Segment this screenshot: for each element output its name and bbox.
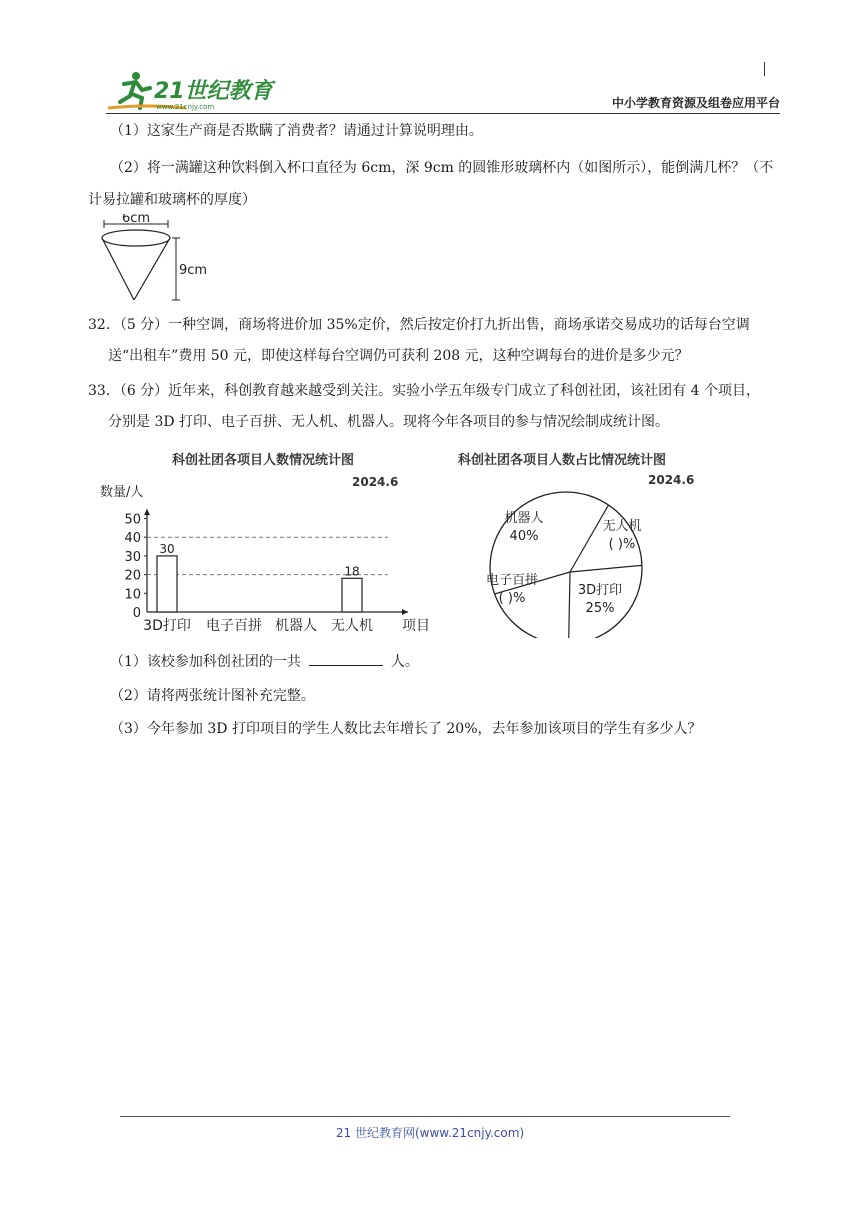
q31-part2-line1: （2）将一满罐这种饮料倒入杯口直径为 6cm，深 9cm 的圆锥形玻璃杯内（如图所示），能倒满几杯？（不 (110, 160, 774, 176)
bar-category-label: 电子百拼 (206, 618, 262, 634)
pie-chart (452, 446, 732, 638)
bar-mark (342, 578, 362, 612)
logo-url: www.21cnjy.com (156, 103, 215, 111)
pie-slice-label: 无人机 (602, 519, 642, 534)
q31-part1: （1）这家生产商是否欺瞒了消费者？请通过计算说明理由。 (110, 123, 483, 139)
q33-sub1 (110, 651, 419, 672)
answer-blank[interactable] (309, 651, 383, 666)
bar-ytick-50: 50 (124, 512, 141, 528)
bar-chart-ylabel: 数量/人 (100, 485, 144, 500)
q31-part2-line2: 计易拉罐和玻璃杯的厚度） (88, 192, 256, 208)
bar-x-arrow (402, 609, 408, 615)
header-divider (106, 113, 780, 114)
bar-category-label: 机器人 (275, 618, 317, 634)
bar-category-label: 3D打印 (143, 618, 191, 634)
pie-slice-label: 电子百拼 (485, 573, 539, 588)
pie-chart-title: 科创社团各项目人数占比情况统计图 (458, 453, 667, 468)
pie-slice-value: 40% (509, 529, 539, 544)
cone-figure (96, 214, 216, 306)
bar-mark (157, 556, 177, 612)
q33-sub1-text: （1）该校参加科创社团的一共 (110, 654, 301, 670)
pie-slice-label: 3D打印 (577, 583, 623, 598)
bar-chart-xlabel: 项目 (402, 618, 430, 634)
q32-line2: 送“出租车”费用 50 元，即使这样每台空调仍可获利 208 元，这种空调每台的进价是多少元？ (108, 348, 689, 364)
bar-y-arrow (144, 509, 150, 515)
cone-depth-label: 9cm (179, 263, 208, 278)
bar-data-label: 30 (159, 541, 175, 556)
bar-ytick-40: 40 (124, 531, 141, 547)
q33-sub2: （2）请将两张统计图补充完整。 (110, 688, 315, 704)
q33-sub3: （3）今年参加 3D 打印项目的学生人数比去年增长了 20%，去年参加该项目的学生有多少人？ (110, 721, 702, 737)
bar-chart-date: 2024.6 (352, 475, 399, 489)
platform-name: 中小学教育资源及组卷应用平台 (611, 96, 780, 110)
pie-slice-value: 25% (585, 601, 615, 616)
footer-text: 21 世纪教育网(www.21cnjy.com) (335, 1126, 525, 1140)
q33-line2: 分别是 3D 打印、电子百拼、无人机、机器人。现将今年各项目的参与情况绘制成统计图。 (108, 414, 670, 430)
q33-sub1-unit: 人。 (390, 654, 419, 670)
cone-diameter-label: 6cm (122, 214, 151, 226)
bar-category-label: 无人机 (331, 618, 373, 634)
bar-ytick-20: 20 (124, 568, 141, 584)
site-logo (106, 68, 276, 112)
q32-line1: 32．（5 分）一种空调，商场将进价加 35%定价，然后按定价打九折出售，商场承诺交易成功的话每台空调 (88, 317, 750, 333)
pie-slice-value: ( )% (608, 537, 636, 552)
pie-chart-date: 2024.6 (648, 473, 695, 487)
bar-ytick-0: 0 (132, 606, 141, 621)
bar-chart (100, 446, 430, 638)
bar-data-label: 18 (344, 564, 360, 579)
q33-line1: 33．（6 分）近年来，科创教育越来越受到关注。实验小学五年级专门成立了科创社团，该社团有 4 个项目， (88, 383, 760, 399)
header-mark (764, 62, 765, 76)
footer-divider (120, 1116, 730, 1117)
logo-text: 21世纪教育 (154, 79, 273, 104)
bar-ytick-10: 10 (124, 587, 141, 603)
pie-slice-label: 机器人 (504, 511, 544, 526)
bar-chart-title: 科创社团各项目人数情况统计图 (172, 453, 355, 468)
pie-slice-value: ( )% (498, 591, 526, 606)
bar-ytick-30: 30 (124, 549, 141, 565)
